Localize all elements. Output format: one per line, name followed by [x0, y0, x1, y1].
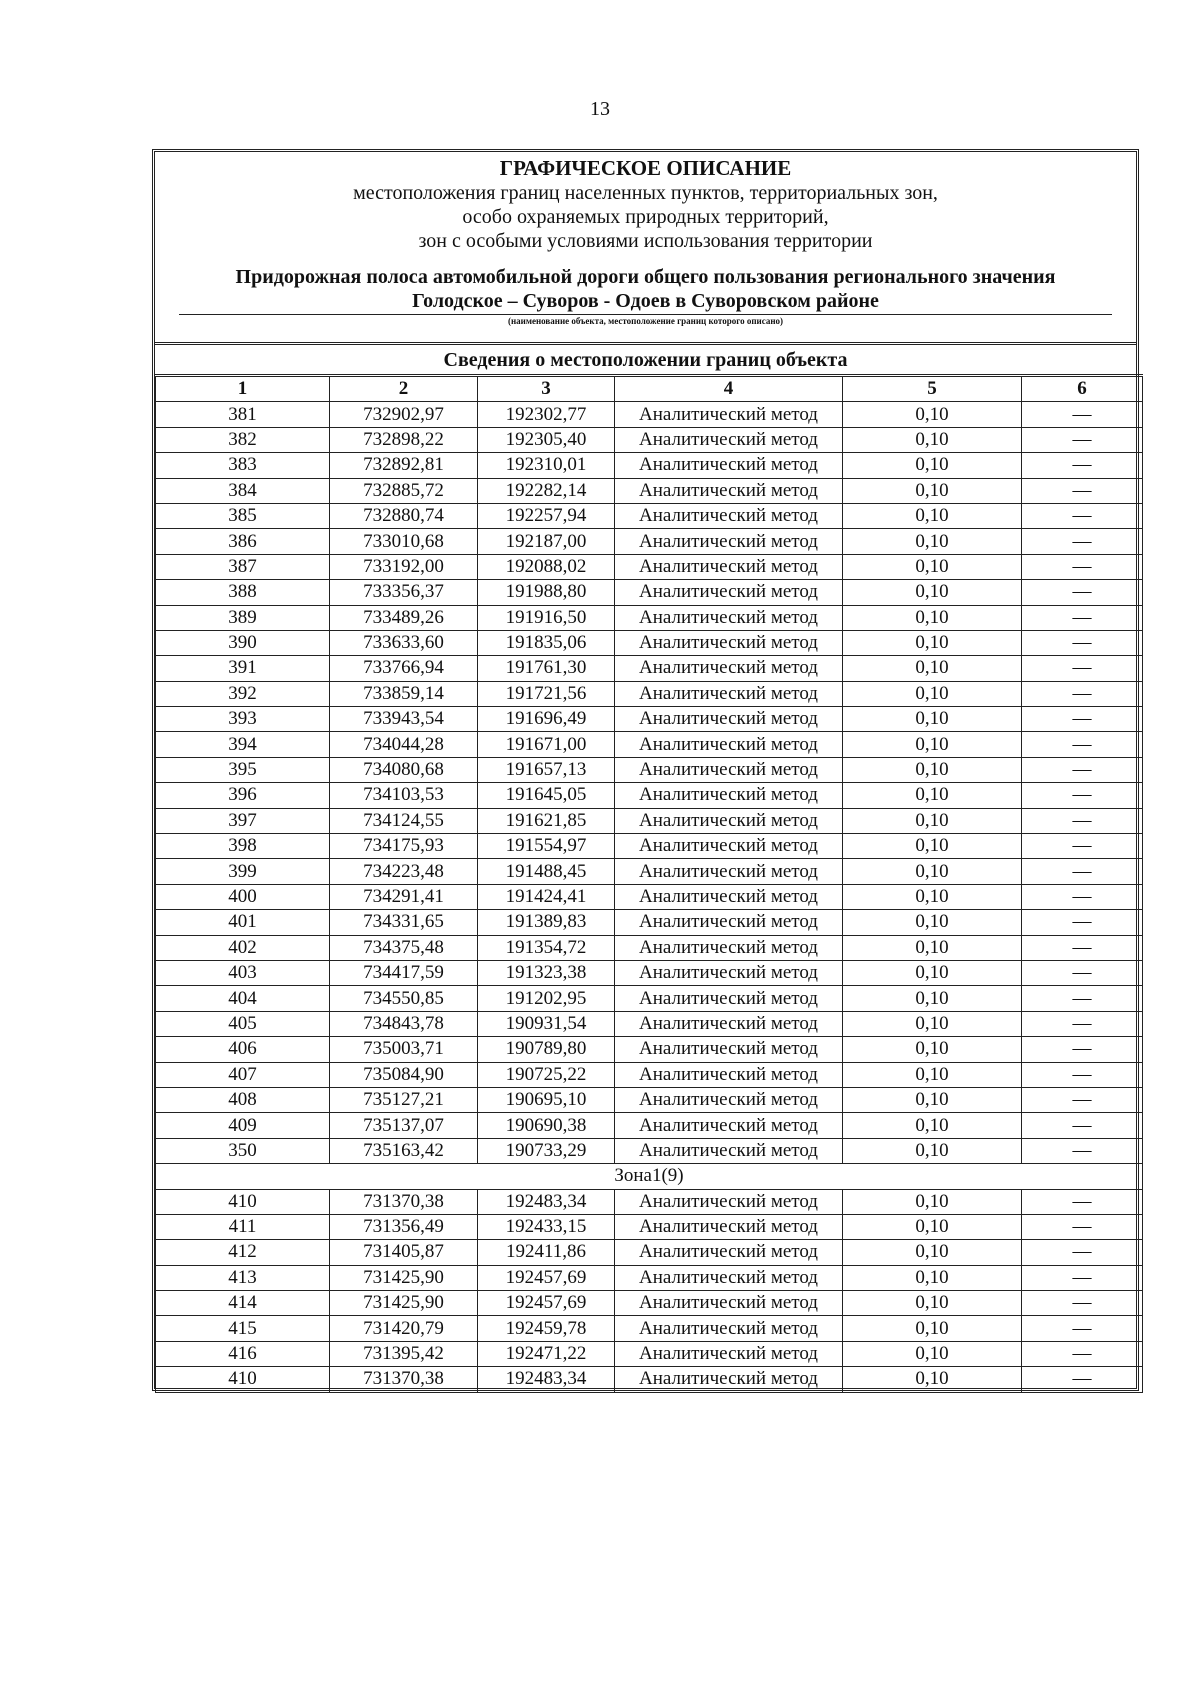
method-cell: Аналитический метод	[615, 1189, 843, 1214]
point-number-cell: 406	[156, 1037, 330, 1062]
point-number-cell: 413	[156, 1265, 330, 1290]
column-header: 6	[1022, 376, 1143, 402]
description-cell: —	[1022, 960, 1143, 985]
table-header-row	[156, 376, 1143, 402]
form-header	[155, 152, 1136, 374]
x-coordinate-cell: 735137,07	[330, 1113, 478, 1138]
y-coordinate-cell: 192088,02	[478, 554, 615, 579]
method-cell: Аналитический метод	[615, 808, 843, 833]
method-cell: Аналитический метод	[615, 935, 843, 960]
accuracy-cell: 0,10	[843, 1189, 1022, 1214]
point-number-cell: 396	[156, 783, 330, 808]
accuracy-cell: 0,10	[843, 1214, 1022, 1239]
y-coordinate-cell: 192471,22	[478, 1341, 615, 1366]
y-coordinate-cell: 192457,69	[478, 1265, 615, 1290]
table-row	[156, 808, 1143, 833]
y-coordinate-cell: 192187,00	[478, 529, 615, 554]
x-coordinate-cell: 735163,42	[330, 1138, 478, 1163]
column-header: 4	[615, 376, 843, 402]
x-coordinate-cell: 734550,85	[330, 986, 478, 1011]
x-coordinate-cell: 734044,28	[330, 732, 478, 757]
accuracy-cell: 0,10	[843, 1062, 1022, 1087]
point-number-cell: 387	[156, 554, 330, 579]
point-number-cell: 388	[156, 580, 330, 605]
x-coordinate-cell: 732880,74	[330, 503, 478, 528]
point-number-cell: 399	[156, 859, 330, 884]
description-cell: —	[1022, 1316, 1143, 1341]
y-coordinate-cell: 192282,14	[478, 478, 615, 503]
accuracy-cell: 0,10	[843, 707, 1022, 732]
accuracy-cell: 0,10	[843, 859, 1022, 884]
zone-label: Зона1(9)	[156, 1164, 1143, 1189]
table-row	[156, 732, 1143, 757]
accuracy-cell: 0,10	[843, 1011, 1022, 1036]
x-coordinate-cell: 731420,79	[330, 1316, 478, 1341]
description-cell: —	[1022, 859, 1143, 884]
accuracy-cell: 0,10	[843, 732, 1022, 757]
x-coordinate-cell: 733489,26	[330, 605, 478, 630]
description-cell: —	[1022, 427, 1143, 452]
y-coordinate-cell: 192411,86	[478, 1240, 615, 1265]
header-line-3: зон с особыми условиями использования территории	[418, 230, 873, 252]
method-cell: Аналитический метод	[615, 783, 843, 808]
table-row	[156, 884, 1143, 909]
y-coordinate-cell: 191916,50	[478, 605, 615, 630]
point-number-cell: 384	[156, 478, 330, 503]
description-cell: —	[1022, 884, 1143, 909]
point-number-cell: 401	[156, 910, 330, 935]
point-number-cell: 408	[156, 1087, 330, 1112]
table-row	[156, 554, 1143, 579]
section-title: Сведения о местоположении границ объекта	[443, 349, 848, 371]
table-row	[156, 707, 1143, 732]
point-number-cell: 383	[156, 453, 330, 478]
x-coordinate-cell: 734175,93	[330, 834, 478, 859]
table-row	[156, 1087, 1143, 1112]
point-number-cell: 407	[156, 1062, 330, 1087]
x-coordinate-cell: 734124,55	[330, 808, 478, 833]
accuracy-cell: 0,10	[843, 656, 1022, 681]
x-coordinate-cell: 735127,21	[330, 1087, 478, 1112]
y-coordinate-cell: 191621,85	[478, 808, 615, 833]
method-cell: Аналитический метод	[615, 884, 843, 909]
x-coordinate-cell: 734080,68	[330, 757, 478, 782]
accuracy-cell: 0,10	[843, 1265, 1022, 1290]
y-coordinate-cell: 192483,34	[478, 1367, 615, 1392]
method-cell: Аналитический метод	[615, 681, 843, 706]
accuracy-cell: 0,10	[843, 1240, 1022, 1265]
y-coordinate-cell: 191988,80	[478, 580, 615, 605]
description-cell: —	[1022, 478, 1143, 503]
description-cell: —	[1022, 656, 1143, 681]
method-cell: Аналитический метод	[615, 529, 843, 554]
x-coordinate-cell: 731395,42	[330, 1341, 478, 1366]
point-number-cell: 412	[156, 1240, 330, 1265]
point-number-cell: 386	[156, 529, 330, 554]
y-coordinate-cell: 192305,40	[478, 427, 615, 452]
y-coordinate-cell: 190733,29	[478, 1138, 615, 1163]
x-coordinate-cell: 733766,94	[330, 656, 478, 681]
method-cell: Аналитический метод	[615, 732, 843, 757]
point-number-cell: 393	[156, 707, 330, 732]
y-coordinate-cell: 191721,56	[478, 681, 615, 706]
y-coordinate-cell: 191835,06	[478, 630, 615, 655]
method-cell: Аналитический метод	[615, 1291, 843, 1316]
description-cell: —	[1022, 1113, 1143, 1138]
accuracy-cell: 0,10	[843, 757, 1022, 782]
table-row	[156, 1316, 1143, 1341]
accuracy-cell: 0,10	[843, 935, 1022, 960]
x-coordinate-cell: 732885,72	[330, 478, 478, 503]
description-cell: —	[1022, 910, 1143, 935]
method-cell: Аналитический метод	[615, 630, 843, 655]
method-cell: Аналитический метод	[615, 1138, 843, 1163]
method-cell: Аналитический метод	[615, 656, 843, 681]
description-cell: —	[1022, 630, 1143, 655]
point-number-cell: 390	[156, 630, 330, 655]
table-row	[156, 986, 1143, 1011]
header-line-2: особо охраняемых природных территорий,	[462, 206, 829, 228]
description-cell: —	[1022, 707, 1143, 732]
description-cell: —	[1022, 1189, 1143, 1214]
accuracy-cell: 0,10	[843, 580, 1022, 605]
table-row	[156, 580, 1143, 605]
description-cell: —	[1022, 1341, 1143, 1366]
x-coordinate-cell: 735084,90	[330, 1062, 478, 1087]
table-row	[156, 910, 1143, 935]
accuracy-cell: 0,10	[843, 986, 1022, 1011]
x-coordinate-cell: 733943,54	[330, 707, 478, 732]
method-cell: Аналитический метод	[615, 1037, 843, 1062]
x-coordinate-cell: 731425,90	[330, 1265, 478, 1290]
method-cell: Аналитический метод	[615, 1240, 843, 1265]
table-row	[156, 1037, 1143, 1062]
table-row	[156, 1113, 1143, 1138]
method-cell: Аналитический метод	[615, 427, 843, 452]
accuracy-cell: 0,10	[843, 1113, 1022, 1138]
y-coordinate-cell: 192459,78	[478, 1316, 615, 1341]
point-number-cell: 409	[156, 1113, 330, 1138]
method-cell: Аналитический метод	[615, 1087, 843, 1112]
column-header: 5	[843, 376, 1022, 402]
table-row	[156, 834, 1143, 859]
description-cell: —	[1022, 554, 1143, 579]
method-cell: Аналитический метод	[615, 453, 843, 478]
y-coordinate-cell: 191554,97	[478, 834, 615, 859]
table-row	[156, 453, 1143, 478]
point-number-cell: 398	[156, 834, 330, 859]
method-cell: Аналитический метод	[615, 986, 843, 1011]
method-cell: Аналитический метод	[615, 859, 843, 884]
description-cell: —	[1022, 1367, 1143, 1392]
point-number-cell: 411	[156, 1214, 330, 1239]
method-cell: Аналитический метод	[615, 1011, 843, 1036]
document-title: ГРАФИЧЕСКОЕ ОПИСАНИЕ	[499, 156, 792, 180]
x-coordinate-cell: 734417,59	[330, 960, 478, 985]
column-header: 2	[330, 376, 478, 402]
x-coordinate-cell: 734843,78	[330, 1011, 478, 1036]
header-line-1: местоположения границ населенных пунктов, территориальных зон,	[353, 182, 938, 204]
graphic-description-form	[152, 149, 1139, 1391]
table-row	[156, 1367, 1143, 1392]
x-coordinate-cell: 734223,48	[330, 859, 478, 884]
method-cell: Аналитический метод	[615, 757, 843, 782]
accuracy-cell: 0,10	[843, 834, 1022, 859]
y-coordinate-cell: 192457,69	[478, 1291, 615, 1316]
accuracy-cell: 0,10	[843, 783, 1022, 808]
description-cell: —	[1022, 808, 1143, 833]
x-coordinate-cell: 731370,38	[330, 1367, 478, 1392]
accuracy-cell: 0,10	[843, 529, 1022, 554]
table-row	[156, 1341, 1143, 1366]
description-cell: —	[1022, 1138, 1143, 1163]
point-number-cell: 410	[156, 1367, 330, 1392]
description-cell: —	[1022, 1291, 1143, 1316]
y-coordinate-cell: 192302,77	[478, 402, 615, 427]
description-cell: —	[1022, 681, 1143, 706]
point-number-cell: 381	[156, 402, 330, 427]
x-coordinate-cell: 731356,49	[330, 1214, 478, 1239]
table-row	[156, 427, 1143, 452]
accuracy-cell: 0,10	[843, 554, 1022, 579]
description-cell: —	[1022, 783, 1143, 808]
y-coordinate-cell: 191696,49	[478, 707, 615, 732]
x-coordinate-cell: 734331,65	[330, 910, 478, 935]
point-number-cell: 389	[156, 605, 330, 630]
y-coordinate-cell: 190690,38	[478, 1113, 615, 1138]
y-coordinate-cell: 191323,38	[478, 960, 615, 985]
point-number-cell: 404	[156, 986, 330, 1011]
y-coordinate-cell: 191202,95	[478, 986, 615, 1011]
y-coordinate-cell: 191645,05	[478, 783, 615, 808]
description-cell: —	[1022, 935, 1143, 960]
y-coordinate-cell: 190725,22	[478, 1062, 615, 1087]
table-row	[156, 1291, 1143, 1316]
point-number-cell: 402	[156, 935, 330, 960]
table-row	[156, 1062, 1143, 1087]
x-coordinate-cell: 734375,48	[330, 935, 478, 960]
x-coordinate-cell: 732902,97	[330, 402, 478, 427]
y-coordinate-cell: 190695,10	[478, 1087, 615, 1112]
y-coordinate-cell: 191424,41	[478, 884, 615, 909]
accuracy-cell: 0,10	[843, 1367, 1022, 1392]
description-cell: —	[1022, 732, 1143, 757]
description-cell: —	[1022, 986, 1143, 1011]
description-cell: —	[1022, 402, 1143, 427]
table-row	[156, 960, 1143, 985]
point-number-cell: 350	[156, 1138, 330, 1163]
y-coordinate-cell: 191488,45	[478, 859, 615, 884]
table-row	[156, 681, 1143, 706]
table-row	[156, 757, 1143, 782]
accuracy-cell: 0,10	[843, 503, 1022, 528]
method-cell: Аналитический метод	[615, 834, 843, 859]
description-cell: —	[1022, 1087, 1143, 1112]
accuracy-cell: 0,10	[843, 478, 1022, 503]
column-header: 1	[156, 376, 330, 402]
y-coordinate-cell: 191354,72	[478, 935, 615, 960]
accuracy-cell: 0,10	[843, 681, 1022, 706]
x-coordinate-cell: 733010,68	[330, 529, 478, 554]
method-cell: Аналитический метод	[615, 960, 843, 985]
method-cell: Аналитический метод	[615, 1316, 843, 1341]
accuracy-cell: 0,10	[843, 1087, 1022, 1112]
accuracy-cell: 0,10	[843, 884, 1022, 909]
table-row	[156, 656, 1143, 681]
x-coordinate-cell: 734291,41	[330, 884, 478, 909]
description-cell: —	[1022, 503, 1143, 528]
x-coordinate-cell: 735003,71	[330, 1037, 478, 1062]
table-row	[156, 478, 1143, 503]
point-number-cell: 400	[156, 884, 330, 909]
table-row	[156, 605, 1143, 630]
object-name-caption: (наименование объекта, местоположение границ которого описано)	[507, 316, 784, 326]
x-coordinate-cell: 731370,38	[330, 1189, 478, 1214]
table-row	[156, 783, 1143, 808]
description-cell: —	[1022, 757, 1143, 782]
method-cell: Аналитический метод	[615, 910, 843, 935]
point-number-cell: 391	[156, 656, 330, 681]
description-cell: —	[1022, 605, 1143, 630]
method-cell: Аналитический метод	[615, 1113, 843, 1138]
table-row	[156, 1138, 1143, 1163]
method-cell: Аналитический метод	[615, 1062, 843, 1087]
method-cell: Аналитический метод	[615, 605, 843, 630]
x-coordinate-cell: 733633,60	[330, 630, 478, 655]
description-cell: —	[1022, 1037, 1143, 1062]
y-coordinate-cell: 191671,00	[478, 732, 615, 757]
method-cell: Аналитический метод	[615, 1214, 843, 1239]
description-cell: —	[1022, 453, 1143, 478]
table-row	[156, 1011, 1143, 1036]
description-cell: —	[1022, 529, 1143, 554]
point-number-cell: 410	[156, 1189, 330, 1214]
table-row	[156, 935, 1143, 960]
x-coordinate-cell: 731425,90	[330, 1291, 478, 1316]
accuracy-cell: 0,10	[843, 1138, 1022, 1163]
accuracy-cell: 0,10	[843, 1291, 1022, 1316]
table-row	[156, 1240, 1143, 1265]
x-coordinate-cell: 732898,22	[330, 427, 478, 452]
method-cell: Аналитический метод	[615, 402, 843, 427]
table-row	[156, 630, 1143, 655]
accuracy-cell: 0,10	[843, 402, 1022, 427]
point-number-cell: 385	[156, 503, 330, 528]
point-number-cell: 382	[156, 427, 330, 452]
y-coordinate-cell: 192257,94	[478, 503, 615, 528]
accuracy-cell: 0,10	[843, 427, 1022, 452]
table-row	[156, 1214, 1143, 1239]
point-number-cell: 394	[156, 732, 330, 757]
accuracy-cell: 0,10	[843, 1341, 1022, 1366]
point-number-cell: 397	[156, 808, 330, 833]
column-header: 3	[478, 376, 615, 402]
point-number-cell: 405	[156, 1011, 330, 1036]
method-cell: Аналитический метод	[615, 580, 843, 605]
accuracy-cell: 0,10	[843, 1037, 1022, 1062]
method-cell: Аналитический метод	[615, 1265, 843, 1290]
method-cell: Аналитический метод	[615, 1341, 843, 1366]
accuracy-cell: 0,10	[843, 1316, 1022, 1341]
description-cell: —	[1022, 1214, 1143, 1239]
point-number-cell: 416	[156, 1341, 330, 1366]
point-number-cell: 395	[156, 757, 330, 782]
description-cell: —	[1022, 580, 1143, 605]
method-cell: Аналитический метод	[615, 707, 843, 732]
accuracy-cell: 0,10	[843, 910, 1022, 935]
table-row	[156, 859, 1143, 884]
y-coordinate-cell: 192483,34	[478, 1189, 615, 1214]
y-coordinate-cell: 190789,80	[478, 1037, 615, 1062]
accuracy-cell: 0,10	[843, 453, 1022, 478]
description-cell: —	[1022, 1011, 1143, 1036]
method-cell: Аналитический метод	[615, 478, 843, 503]
x-coordinate-cell: 734103,53	[330, 783, 478, 808]
accuracy-cell: 0,10	[843, 808, 1022, 833]
accuracy-cell: 0,10	[843, 630, 1022, 655]
description-cell: —	[1022, 1062, 1143, 1087]
object-name-line-1: Придорожная полоса автомобильной дороги общего пользования регионального значения	[235, 266, 1056, 288]
description-cell: —	[1022, 1265, 1143, 1290]
point-number-cell: 415	[156, 1316, 330, 1341]
zone-row	[156, 1164, 1143, 1189]
point-number-cell: 392	[156, 681, 330, 706]
accuracy-cell: 0,10	[843, 960, 1022, 985]
method-cell: Аналитический метод	[615, 503, 843, 528]
object-name-underline	[179, 314, 1112, 315]
table-row	[156, 503, 1143, 528]
table-row	[156, 529, 1143, 554]
method-cell: Аналитический метод	[615, 554, 843, 579]
accuracy-cell: 0,10	[843, 605, 1022, 630]
point-number-cell: 414	[156, 1291, 330, 1316]
point-number-cell: 403	[156, 960, 330, 985]
x-coordinate-cell: 733356,37	[330, 580, 478, 605]
description-cell: —	[1022, 834, 1143, 859]
x-coordinate-cell: 731405,87	[330, 1240, 478, 1265]
boundary-points-table	[155, 374, 1143, 1393]
section-divider	[155, 342, 1136, 345]
y-coordinate-cell: 192433,15	[478, 1214, 615, 1239]
x-coordinate-cell: 732892,81	[330, 453, 478, 478]
page-number: 13	[590, 98, 610, 120]
y-coordinate-cell: 191761,30	[478, 656, 615, 681]
x-coordinate-cell: 733859,14	[330, 681, 478, 706]
y-coordinate-cell: 191657,13	[478, 757, 615, 782]
table-row	[156, 1265, 1143, 1290]
object-name-line-2: Голодское – Суворов - Одоев в Суворовском районе	[412, 290, 879, 312]
y-coordinate-cell: 190931,54	[478, 1011, 615, 1036]
y-coordinate-cell: 192310,01	[478, 453, 615, 478]
x-coordinate-cell: 733192,00	[330, 554, 478, 579]
y-coordinate-cell: 191389,83	[478, 910, 615, 935]
table-row	[156, 402, 1143, 427]
description-cell: —	[1022, 1240, 1143, 1265]
table-row	[156, 1189, 1143, 1214]
method-cell: Аналитический метод	[615, 1367, 843, 1392]
